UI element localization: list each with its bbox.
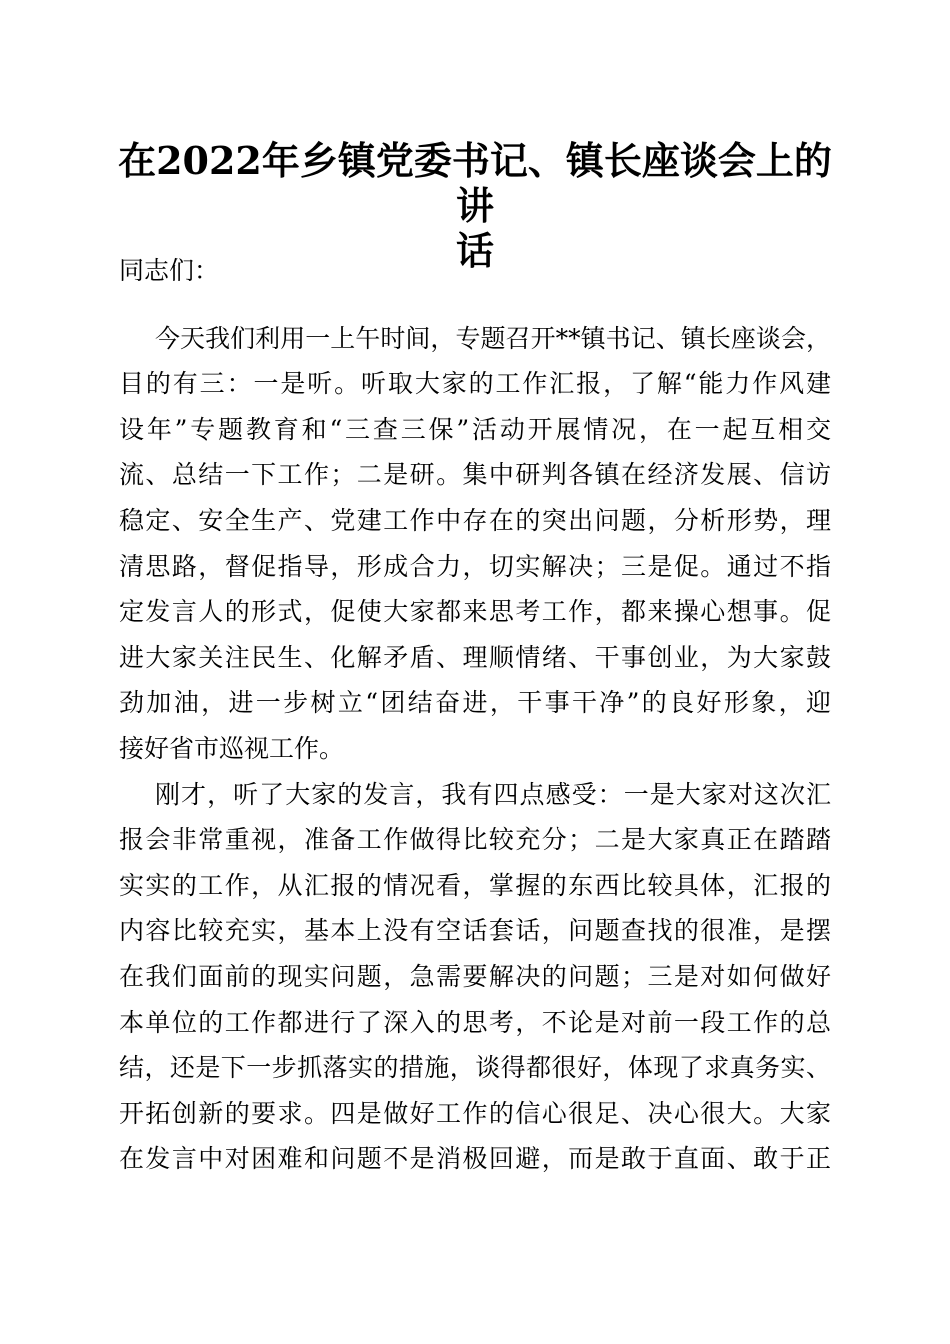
paragraph-line: 实实的工作，从汇报的情况看，掌握的东西比较具体，汇报的 — [119, 870, 831, 900]
paragraph — [119, 772, 831, 1182]
paragraph-line: 开拓创新的要求。四是做好工作的信心很足、决心很大。大家 — [119, 1098, 831, 1128]
salutation: 同志们： — [119, 256, 220, 285]
paragraph-line: 目的有三：一是听。听取大家的工作汇报，了解“能力作风建 — [119, 369, 831, 399]
paragraph-line: 进大家关注民生、化解矛盾、理顺情绪、干事创业，为大家鼓 — [119, 642, 831, 672]
paragraph-line: 定发言人的形式，促使大家都来思考工作，都来操心想事。促 — [119, 597, 831, 627]
paragraph-line: 在我们面前的现实问题，急需要解决的问题；三是对如何做好 — [119, 961, 831, 991]
paragraph-line: 结，还是下一步抓落实的措施，谈得都很好，体现了求真务实、 — [119, 1053, 831, 1083]
paragraph-line: 内容比较充实，基本上没有空话套话，问题查找的很准，是摆 — [119, 916, 831, 946]
paragraphs — [119, 316, 831, 1182]
paragraph — [119, 316, 831, 772]
paragraph-line: 稳定、安全生产、党建工作中存在的突出问题，分析形势，理 — [119, 505, 831, 535]
paragraph-line: 在发言中对困难和问题不是消极回避，而是敢于直面、敢于正 — [119, 1144, 831, 1174]
paragraph-line: 清思路，督促指导，形成合力，切实解决；三是促。通过不指 — [119, 551, 831, 581]
document-body — [119, 248, 831, 1182]
paragraph-line: 今天我们利用一上午时间，专题召开**镇书记、镇长座谈会， — [155, 323, 831, 353]
title-line: 在2022年乡镇党委书记、镇长座谈会上的讲 — [118, 138, 832, 228]
paragraph-line: 刚才，听了大家的发言，我有四点感受：一是大家对这次汇 — [155, 779, 831, 809]
title-line: 话 — [455, 228, 494, 273]
paragraph-line: 报会非常重视，准备工作做得比较充分；二是大家真正在踏踏 — [119, 825, 831, 855]
paragraph-line: 接好省市巡视工作。 — [119, 733, 345, 763]
paragraph-line: 设年”专题教育和“三查三保”活动开展情况，在一起互相交 — [119, 414, 831, 444]
paragraph-line: 劲加油，进一步树立“团结奋进，干事干净”的良好形象，迎 — [119, 688, 831, 718]
paragraph-line: 本单位的工作都进行了深入的思考，不论是对前一段工作的总 — [119, 1007, 831, 1037]
paragraph-line: 流、总结一下工作；二是研。集中研判各镇在经济发展、信访 — [119, 460, 831, 490]
